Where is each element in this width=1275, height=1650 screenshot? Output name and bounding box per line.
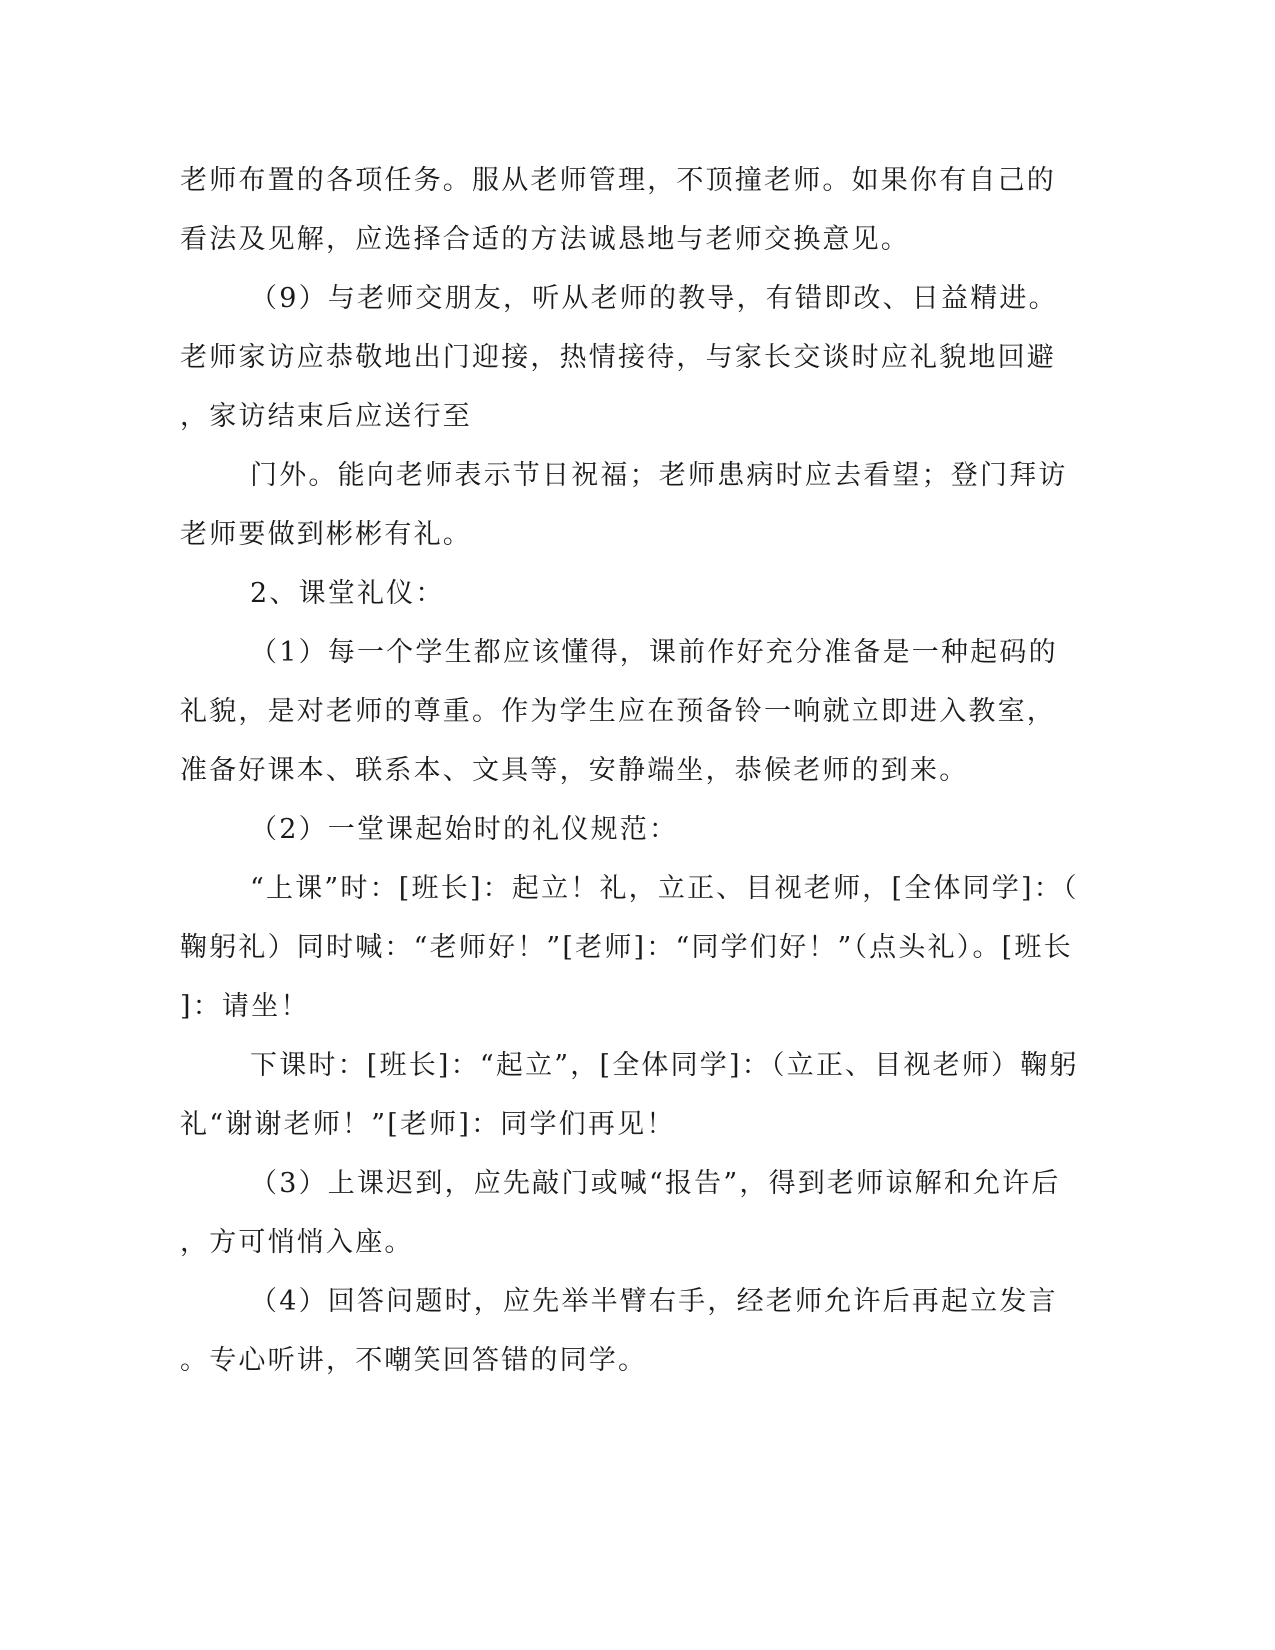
text-line: 看法及见解，应选择合适的方法诚恳地与老师交换意见。 bbox=[180, 224, 910, 255]
section-heading: 2、课堂礼仪： bbox=[250, 578, 445, 609]
text-line: （9）与老师交朋友，听从老师的教导，有错即改、日益精进。 bbox=[250, 283, 1058, 314]
text-line: 鞠躬礼）同时喊：“老师好！”[老师]：“同学们好！”（点头礼）。[班长 bbox=[180, 932, 1073, 963]
text-line: 门外。能向老师表示节日祝福；老师患病时应去看望；登门拜访 bbox=[250, 460, 1068, 491]
text-line: 老师家访应恭敬地出门迎接，热情接待，与家长交谈时应礼貌地回避 bbox=[180, 342, 1056, 373]
text-line: 老师要做到彬彬有礼。 bbox=[180, 519, 472, 550]
text-line: 礼貌，是对老师的尊重。作为学生应在预备铃一响就立即进入教室， bbox=[180, 696, 1056, 727]
text-line: （1）每一个学生都应该懂得，课前作好充分准备是一种起码的 bbox=[250, 637, 1058, 668]
text-line: 。专心听讲，不嘲笑回答错的同学。 bbox=[180, 1345, 648, 1376]
text-line: 下课时：[班长]：“起立”，[全体同学]：（立正、目视老师）鞠躬 bbox=[250, 1050, 1079, 1081]
text-line: 礼“谢谢老师！”[老师]：同学们再见！ bbox=[180, 1109, 676, 1140]
text-line: 老师布置的各项任务。服从老师管理，不顶撞老师。如果你有自己的 bbox=[180, 165, 1056, 196]
text-line: ，方可悄悄入座。 bbox=[180, 1227, 414, 1258]
text-line: ，家访结束后应送行至 bbox=[180, 401, 472, 432]
text-line: （3）上课迟到，应先敲门或喊“报告”，得到老师谅解和允许后 bbox=[250, 1168, 1061, 1199]
text-line: 准备好课本、联系本、文具等，安静端坐，恭候老师的到来。 bbox=[180, 755, 969, 786]
text-line: ]：请坐！ bbox=[180, 991, 310, 1022]
text-line: （2）一堂课起始时的礼仪规范： bbox=[250, 814, 679, 845]
text-line: （4）回答问题时，应先举半臂右手，经老师允许后再起立发言 bbox=[250, 1286, 1058, 1317]
text-line: “上课”时：[班长]：起立！礼，立正、目视老师，[全体同学]：（ bbox=[250, 873, 1079, 904]
